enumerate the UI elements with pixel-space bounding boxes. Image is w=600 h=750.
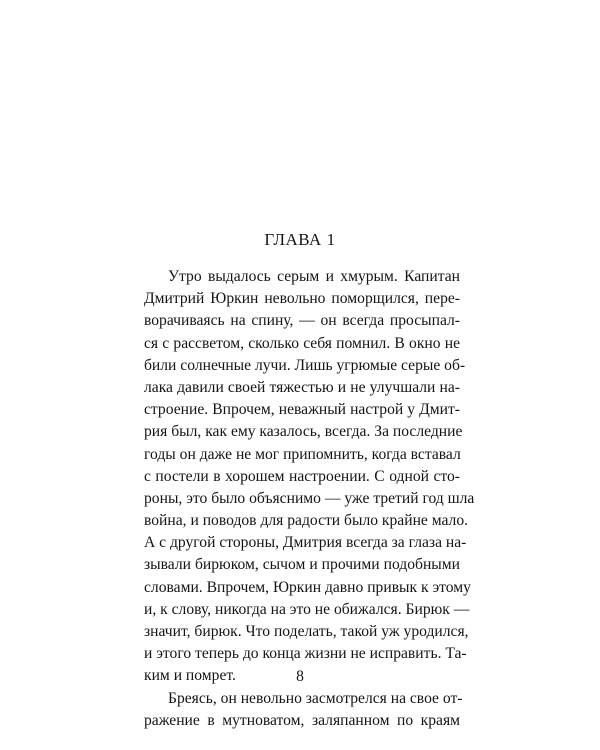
- text-line: А с другой стороны, Дмитрия всегда за глаза на-: [144, 534, 467, 552]
- text-line: зывали бирюком, сычом и прочими подобными: [144, 556, 460, 574]
- text-line: строение. Впрочем, неважный настрой у Дмит-: [144, 401, 460, 419]
- text-line: словами. Впрочем, Юркин давно привык к этому: [144, 578, 471, 596]
- text-line: и, к слову, никогда на это не обижался. Бирюк —: [144, 600, 470, 618]
- text-line: Дмитрий Юркин невольно поморщился, пере-: [144, 290, 460, 308]
- body-text: [144, 266, 475, 732]
- text-line: лака давили своей тяжестью и не улучшали на-: [144, 378, 460, 396]
- page-number: 8: [296, 668, 304, 685]
- text-line: и этого теперь до конца жизни не исправить. Та-: [144, 645, 467, 663]
- text-line: рия был, как ему казалось, всегда. За последние: [144, 423, 463, 441]
- chapter-title: ГЛАВА 1: [264, 230, 336, 249]
- text-line: значит, бирюк. Что поделать, такой уж уродился,: [144, 623, 469, 640]
- text-line: с постели в хорошем настроении. С одной сто-: [144, 467, 460, 485]
- text-line: ся с рассветом, сколько себя помнил. В окно не: [144, 334, 460, 352]
- text-line: Утро выдалось серым и хмурым. Капитан: [168, 268, 460, 285]
- text-line: Бреясь, он невольно засмотрелся на свое от-: [168, 689, 463, 707]
- text-line: ражение в мутноватом, заляпанном по краям: [144, 711, 460, 729]
- text-line: годы он даже не мог припомнить, когда вставал: [144, 445, 461, 463]
- text-line: ким и помрет.: [144, 667, 236, 685]
- text-line: ворачиваясь на спину, — он всегда просыпал-: [144, 312, 460, 330]
- text-line: война, и поводов для радости было крайне мало.: [144, 512, 469, 530]
- text-line: били солнечные лучи. Лишь угрюмые серые об-: [144, 356, 466, 374]
- text-line: роны, это было объяснимо — уже третий год шла: [144, 489, 475, 507]
